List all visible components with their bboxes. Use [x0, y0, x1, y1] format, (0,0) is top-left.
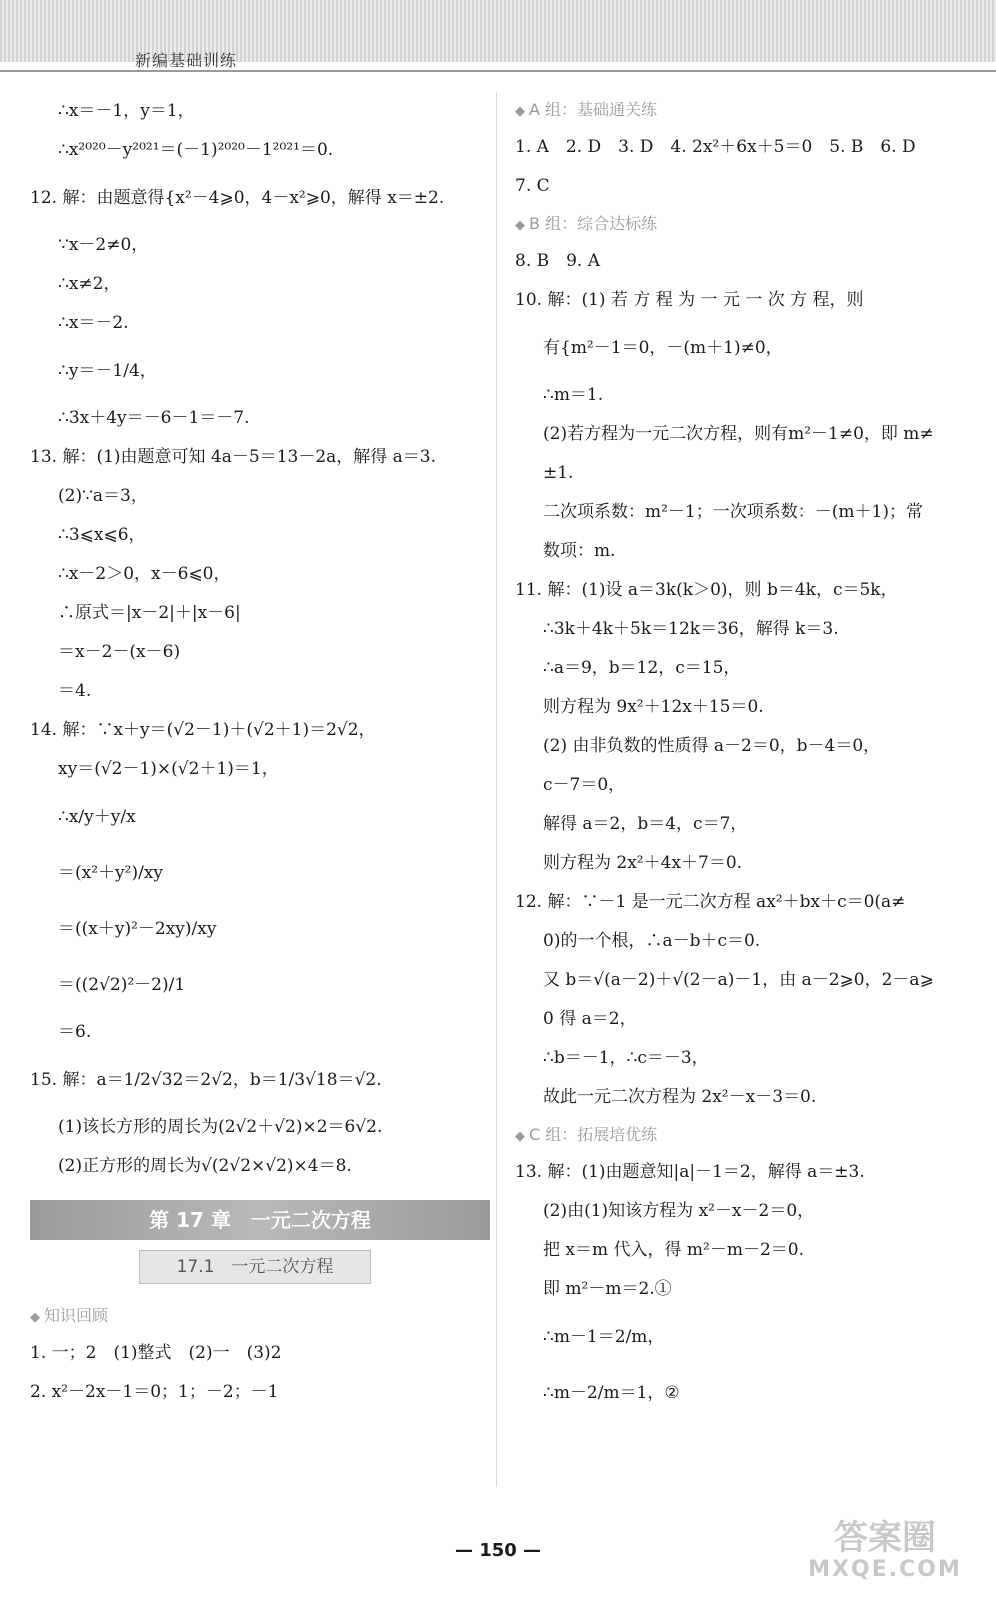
solution-line: ＝6.	[58, 1022, 92, 1042]
solution-line: ＝((2√2)²－2)/1	[58, 975, 186, 995]
solution-line: (2)由(1)知该方程为 x²－x－2＝0，	[543, 1201, 815, 1221]
question-13-solution: 13. 解：(1)由题意知|a|－1＝2，解得 a＝±3.	[515, 1162, 865, 1182]
solution-line: ∴3x＋4y＝－6－1＝－7.	[58, 408, 250, 428]
solution-line: 0)的一个根，∴a－b＋c＝0.	[543, 931, 761, 951]
diamond-icon: ◆	[515, 218, 525, 233]
solution-line: 则方程为 9x²＋12x＋15＝0.	[543, 697, 764, 717]
left-column	[30, 92, 480, 1412]
solution-line: 故此一元二次方程为 2x²－x－3＝0.	[543, 1087, 817, 1107]
question-15-solution: 15. 解：a＝1/2√32＝2√2，b＝1/3√18＝√2.	[30, 1070, 382, 1090]
solution-line: ＝(x²＋y²)/xy	[58, 863, 164, 883]
solution-line: ∴x＝－1，y＝1，	[58, 101, 195, 121]
solution-line: (2)正方形的周长为√(2√2×√2)×4＝8.	[58, 1156, 352, 1176]
solution-line: 即 m²－m＝2.①	[543, 1279, 672, 1299]
solution-line: ∴x≠2，	[58, 274, 121, 294]
group-b-heading: ◆ B 组：综合达标练	[515, 214, 658, 233]
group-a-heading: ◆ A 组：基础通关练	[515, 100, 658, 119]
solution-line: ∴x²⁰²⁰－y²⁰²¹＝(－1)²⁰²⁰－1²⁰²¹＝0.	[58, 140, 334, 160]
section-title: 17.1 一元二次方程	[139, 1250, 371, 1284]
question-12-solution: 12. 解：由题意得{x²－4⩾0，4－x²⩾0，解得 x＝±2.	[30, 188, 445, 208]
solution-line: ∴3⩽x⩽6，	[58, 525, 146, 545]
question-10-solution: 10. 解：(1) 若 方 程 为 一 元 一 次 方 程，则	[515, 290, 864, 310]
solution-line: (2)∵a＝3，	[58, 486, 148, 506]
solution-line: ∴3k＋4k＋5k＝12k＝36，解得 k＝3.	[543, 619, 839, 639]
diamond-icon: ◆	[515, 1129, 525, 1144]
solution-line: ±1.	[543, 463, 574, 483]
solution-line: 二次项系数：m²－1；一次项系数：－(m＋1)；常	[543, 502, 923, 522]
answer-line: 1. 一；2 (1)整式 (2)一 (3)2	[30, 1343, 282, 1363]
solution-line: 数项：m.	[543, 541, 616, 561]
question-11-solution: 11. 解：(1)设 a＝3k(k＞0)，则 b＝4k，c＝5k，	[515, 580, 898, 600]
answer-line: 1. A 2. D 3. D 4. 2x²＋6x＋5＝0 5. B 6. D	[515, 137, 916, 157]
solution-line: (2)若方程为一元二次方程，则有m²－1≠0，即 m≠	[543, 424, 934, 444]
solution-line: 把 x＝m 代入，得 m²－m－2＝0.	[543, 1240, 805, 1260]
solution-line: ∵x－2≠0，	[58, 235, 149, 255]
watermark-url: MXQE.COM	[808, 1557, 962, 1582]
header-rule	[0, 70, 996, 72]
solution-line: (2) 由非负数的性质得 a－2＝0，b－4＝0，	[543, 736, 881, 756]
knowledge-review-heading: ◆ 知识回顾	[30, 1306, 109, 1325]
page-number: — 150 —	[454, 1540, 542, 1561]
right-column	[515, 92, 985, 1421]
solution-line: ∴m－2/m＝1，②	[543, 1383, 680, 1403]
solution-line: 则方程为 2x²＋4x＋7＝0.	[543, 853, 743, 873]
group-c-heading: ◆ C 组：拓展培优练	[515, 1125, 658, 1144]
solution-line: ＝x－2－(x－6)	[58, 642, 181, 662]
question-14-solution: 14. 解：∵x＋y＝(√2－1)＋(√2＋1)＝2√2，	[30, 720, 376, 740]
solution-line: ∴a＝9，b＝12，c＝15，	[543, 658, 741, 678]
watermark-logo	[800, 1518, 970, 1588]
solution-line: (1)该长方形的周长为(2√2＋√2)×2＝6√2.	[58, 1117, 383, 1137]
solution-line: ∴m＝1.	[543, 385, 604, 405]
answer-line: 2. x²－2x－1＝0；1；－2；－1	[30, 1382, 279, 1402]
solution-line: c－7＝0，	[543, 775, 626, 795]
solution-line: ∴原式＝|x－2|＋|x－6|	[58, 603, 241, 623]
question-12-solution: 12. 解：∵－1 是一元二次方程 ax²＋bx＋c＝0(a≠	[515, 892, 906, 912]
solution-line: ∴m－1＝2/m，	[543, 1327, 665, 1347]
solution-line: ∴x－2＞0，x－6⩽0，	[58, 564, 231, 584]
solution-line: ＝4.	[58, 681, 92, 701]
solution-line: ∴x＝－2.	[58, 313, 129, 333]
solution-line: 0 得 a＝2，	[543, 1009, 637, 1029]
header-title: 新编基础训练	[135, 51, 238, 70]
solution-line: 解得 a＝2，b＝4，c＝7，	[543, 814, 748, 834]
answer-line: 8. B 9. A	[515, 251, 601, 271]
diamond-icon: ◆	[515, 104, 525, 119]
solution-line: xy＝(√2－1)×(√2＋1)＝1，	[58, 759, 279, 779]
diamond-icon: ◆	[30, 1310, 40, 1325]
solution-line: ∴b＝－1，∴c＝－3，	[543, 1048, 709, 1068]
chapter-title: 第 17 章 一元二次方程	[30, 1200, 490, 1240]
question-13-solution: 13. 解：(1)由题意可知 4a－5＝13－2a，解得 a＝3.	[30, 447, 437, 467]
solution-line: 有{m²－1＝0，－(m＋1)≠0，	[543, 338, 783, 358]
solution-line: ∴x/y＋y/x	[58, 807, 136, 827]
solution-line: ＝((x＋y)²－2xy)/xy	[58, 919, 217, 939]
solution-line: ∴y＝－1/4，	[58, 361, 157, 381]
column-divider	[496, 92, 497, 1487]
watermark-text: 答案圈	[834, 1518, 936, 1558]
answer-line: 7. C	[515, 176, 550, 196]
solution-line: 又 b＝√(a－2)＋√(2－a)－1，由 a－2⩾0，2－a⩾	[543, 970, 934, 990]
